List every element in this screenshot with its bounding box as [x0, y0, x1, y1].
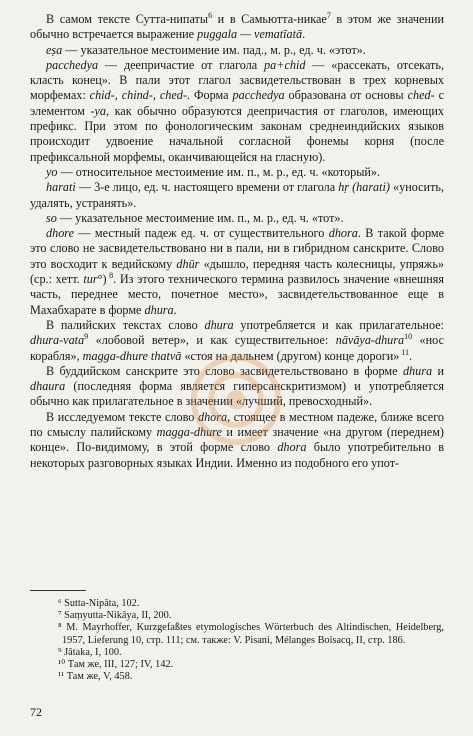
italic-term: yo — [46, 164, 58, 179]
footnote-10: ¹⁰ Там же, III, 127; IV, 142. — [58, 659, 174, 671]
italic-term: dhūr — [176, 256, 200, 271]
italic-term: ched- — [407, 88, 435, 103]
italic-term: nāvāya-dhura — [335, 333, 405, 348]
main-text — [30, 12, 444, 471]
italic-term: dhaura — [30, 379, 66, 394]
italic-term: chid-, chind-, ched- — [89, 88, 187, 103]
italic-term: dhora — [277, 440, 307, 455]
paragraph-6: so — указательное местоимение им. п., м. р., ед. ч. «тот». — [46, 210, 344, 225]
italic-term: dhora — [328, 226, 358, 241]
footnote-ref: 11 — [399, 347, 410, 357]
footnote-ref: 6 — [208, 10, 213, 20]
footnote-ref: 10 — [404, 332, 413, 342]
italic-term: harati — [46, 180, 76, 195]
footnote-9: ⁹ Jātaka, I, 100. — [58, 646, 122, 658]
italic-term: hṛ (harati) — [338, 180, 390, 195]
italic-term: dhura-vata — [30, 333, 85, 348]
footnote-ref: 9 — [84, 332, 89, 342]
footnote-8: ⁸ M. Mayrhoffer, Kurzgefaßtes etymologisches Wörterbuch des Altindischen, Heidelberg, 1957, Lieferung 10, стр. 111; см. также: V. Pisani, Mélanges Boisacq, II, стр. 186. — [58, 622, 444, 646]
page-number: 72 — [30, 705, 42, 719]
paragraph-7: dhore — местный падеж ед. ч. от существительного dhora. В такой форме это слово не засвидетельствовано ни в пали, ни в гибридном санскрите. Слово это восходит к ведийскому dhūr «дышло, передняя часть колесницы, упряжь» (ср.: хетт. tur°) $^8$. Из этого технического термина развилось значение «внешняя часть, переднее место, почетное место», засвидетельствованное еще в Махабхарате в форме dhura. — [30, 226, 445, 317]
footnote-ref: 8 — [106, 270, 114, 280]
italic-term: tur — [83, 272, 98, 287]
italic-term: dhura — [204, 317, 234, 332]
paragraph-10: В исследуемом тексте слово dhora, стоящее в местном падеже, ближе всего по смыслу палийскому magga-dhure и имеет значение «на другом (переднем) конце». По-видимому, в этой форме слово dhora было употребительно в некоторых разговорных языках Индии. Именно из подобного его упот- — [30, 409, 445, 470]
paragraph-2: eṣa — указательное местоимение им. пад., м. р., ед. ч. «этот». — [46, 42, 366, 57]
paragraph-5: harati — 3-е лицо, ед. ч. настоящего времени от глагола hṛ (harati) «уносить, удалять, устранять». — [30, 180, 445, 210]
italic-term: magga-dhure thatvā — [82, 348, 182, 363]
footnotes — [30, 598, 444, 683]
footnote-ref: 7 — [326, 10, 331, 20]
italic-term: pacchedya — [232, 88, 285, 103]
footnote-7: ⁷ Saṃyutta-Nikāya, II, 200. — [58, 610, 172, 622]
italic-term: pa+chid — [264, 57, 306, 72]
italic-term: puggala — vematīatā — [197, 27, 303, 42]
paragraph-4: yo — относительное местоимение им. п., м. р., ед. ч. «который». — [46, 164, 381, 179]
italic-term: dhura — [144, 302, 174, 317]
paragraph-3: pacchedya — деепричастие от глагола pa+chid — «рассекать, отсекать, класть конец». В пали этот глагол засвидетельствован в трех корневых морфемах: chid-, chind-, ched-. Форма pacchedya образована от основы ched- с элементом -ya, как обычно образуются деепричастия от глаголов, имеющих префикс. При этом по фонологическим законам среднеиндийских языков происходит удвоение начальной согласной фонемы корня (после префиксальной морфемы, оканчивающейся на гласную). — [30, 57, 444, 164]
italic-term: dhura — [402, 363, 433, 378]
italic-term: dhora, — [197, 409, 231, 424]
footnote-11: ¹¹ Там же, V, 458. — [58, 671, 133, 683]
italic-term: pacchedya — [46, 57, 99, 72]
paragraph-8: В палийских текстах слово dhura употребляется и как прилагательное: dhura-vata$^9$ «лобовой ветер», и как существительное: nāvāya-dhura$^{10}$ «нос корабля», magga-dhure thatvā «стоя на дальнем (другом) конце дороги» $^{11}$. — [30, 317, 444, 363]
footnote-6: ⁶ Sutta-Nipāta, 102. — [58, 598, 140, 609]
italic-term: so — [46, 210, 57, 225]
italic-term: -ya — [90, 103, 106, 118]
paragraph-1: В самом тексте Сутта-нипаты$^6$ и в Самьютта-никае$^7$ в этом же значении обычно встречается выражение puggala — vematīatā. — [30, 10, 445, 42]
italic-term: magga-dhure — [156, 425, 222, 440]
paragraph-9: В буддийском санскрите это слово засвидетельствовано в форме dhura и dhaura (последняя форма является гиперсанскритизмом) и употребляется обычно как прилагательное в значении «лучший, превосходный». — [30, 363, 444, 409]
italic-term: dhore — [46, 226, 74, 241]
italic-term: eṣa — [46, 42, 63, 57]
footnote-divider — [30, 590, 86, 591]
